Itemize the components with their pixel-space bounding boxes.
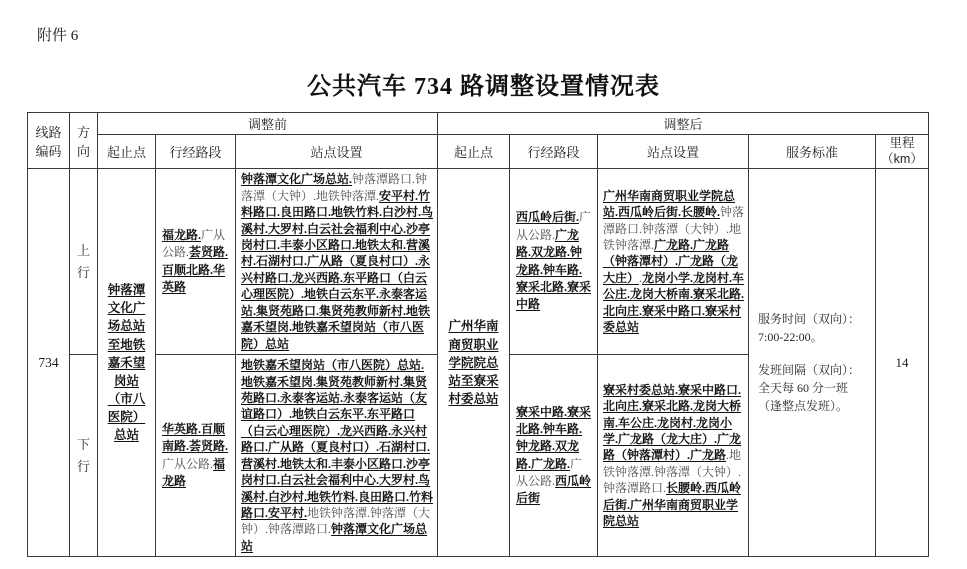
before-up-stops: 钟落潭文化广场总站.钟落潭路口.钟落潭（大钟）.地铁钟落潭.安平村.竹料路口.良田路口.地铁竹料.白沙村.鸟溪村.大罗村.白云社会福利中心.沙亭岗村口.丰泰小区路口.地铁太和.营溪村.石湖村口.广从路（夏良村口）.永兴村路口.龙兴西路.东平路口（白云心理医院）.地铁白云东平.永泰客运站.集贤苑路口.集贤苑教师新村.地铁嘉禾望岗.地铁嘉禾望岗站（市八医院）总站 (236, 169, 438, 355)
after-up-route: 西瓜岭后街.广从公路.广龙路.双龙路.钟龙路.钟车路.寮采北路.寮采中路 (510, 169, 598, 355)
after-down-stops: 寮采村委总站.寮采中路口.北向庄.寮采北路.龙岗大桥南.车公庄.龙岗村.龙岗小学.广龙路（龙大庄）.广龙路（钟落潭村）.广龙路.地铁钟落潭.钟落潭（大钟）.钟落潭路口.长腰岭.西瓜岭后街.广州华南商贸职业学院总站 (598, 355, 749, 557)
header-before-route: 行经路段 (156, 135, 236, 169)
direction-down (70, 355, 98, 557)
direction-up-label: 上行 (76, 242, 90, 280)
service-time: 服务时间（双向）：7:00-22:00。 (758, 312, 861, 345)
after-down-route: 寮采中路.寮采北路.钟车路.钟龙路.双龙路.广龙路.广从公路.西瓜岭后街 (510, 355, 598, 557)
after-start-end: 广州华南商贸职业学院院总站至寮采村委总站 (438, 169, 510, 557)
header-before-stops: 站点设置 (236, 135, 438, 169)
service-interval: 发班间隔（双向）：全天每 60 分一班（逢整点发班）。 (758, 363, 861, 414)
header-service-standard: 服务标准 (749, 135, 876, 169)
header-mileage-line1: 里程 (889, 136, 915, 150)
after-up-stops: 广州华南商贸职业学院总站.西瓜岭后街.长腰岭.钟落潭路口.钟落潭（大钟）.地铁钟落潭.广龙路.广龙路（钟落潭村）.广龙路（龙大庄）.龙岗小学.龙岗村.车公庄.龙岗大桥南.寮采北路.北向庄.寮采中路口.寮采村委总站 (598, 169, 749, 355)
before-down-stops: 地铁嘉禾望岗站（市八医院）总站.地铁嘉禾望岗.集贤苑教师新村.集贤苑路口.永泰客运站.永泰客运站（友谊路口）.地铁白云东平.东平路口（白云心理医院）.龙兴西路.永兴村路口.广从路（夏良村口）.石湖村口.营溪村.地铁太和.丰泰小区路口.沙亭岗村口.白云社会福利中心.大罗村.鸟溪村.白沙村.地铁竹料.良田路口.竹料路口.安平村.地铁钟落潭.钟落潭（大钟）.钟落潭路口.钟落潭文化广场总站 (236, 355, 438, 557)
header-before-start-end: 起止点 (98, 135, 156, 169)
before-up-route: 福龙路.广从公路.荟贤路.百顺北路.华英路 (156, 169, 236, 355)
before-start-end: 钟落潭文化广场总站至地铁嘉禾望岗站（市八医院）总站 (98, 169, 156, 557)
header-after-route: 行经路段 (510, 135, 598, 169)
header-after-band: 调整后 (438, 113, 929, 135)
mileage-value: 14 (876, 169, 929, 557)
route-adjustment-table (27, 112, 929, 557)
header-direction: 方向 (70, 113, 98, 169)
table-row-up (28, 169, 929, 355)
line-code-value: 734 (28, 169, 70, 557)
direction-up (70, 169, 98, 355)
header-after-start-end: 起止点 (438, 135, 510, 169)
header-row-bands (28, 113, 929, 135)
direction-down-label: 下行 (76, 436, 90, 474)
before-down-route: 华英路.百顺南路.荟贤路.广从公路.福龙路 (156, 355, 236, 557)
header-after-stops: 站点设置 (598, 135, 749, 169)
header-before-band: 调整前 (98, 113, 438, 135)
header-mileage (876, 135, 929, 169)
header-mileage-line2: （km） (881, 151, 923, 166)
attachment-label: 附件 6 (37, 28, 79, 44)
header-line-code: 线路编码 (28, 113, 70, 169)
header-row-sub (28, 135, 929, 169)
page-title: 公共汽车 734 路调整设置情况表 (307, 74, 660, 100)
service-standard (749, 169, 876, 557)
